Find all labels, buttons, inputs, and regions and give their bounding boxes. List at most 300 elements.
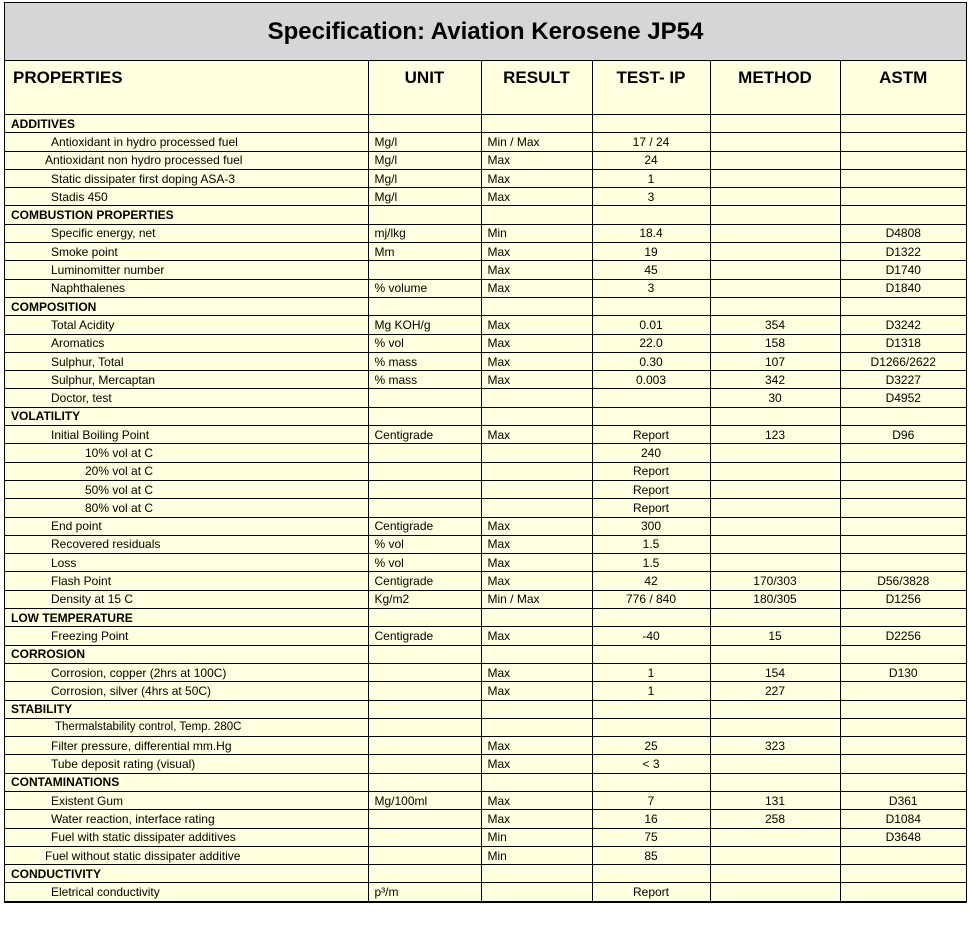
test-ip-cell: -40 xyxy=(592,627,710,645)
astm-cell: D56/3828 xyxy=(840,572,966,590)
empty-cell xyxy=(481,865,592,883)
title-bar xyxy=(5,3,966,61)
astm-cell: D4952 xyxy=(840,389,966,407)
astm-cell xyxy=(840,554,966,572)
table-row xyxy=(5,224,966,242)
result-cell: Max xyxy=(481,810,592,828)
unit-cell xyxy=(368,682,481,700)
test-ip-cell: 240 xyxy=(592,444,710,462)
test-ip-cell: 1 xyxy=(592,682,710,700)
property-cell: Smoke point xyxy=(5,243,368,261)
result-cell: Max xyxy=(481,371,592,389)
test-ip-cell: < 3 xyxy=(592,755,710,773)
property-cell: Thermalstability control, Temp. 280C xyxy=(5,718,368,736)
method-cell xyxy=(710,554,840,572)
test-ip-cell: Report xyxy=(592,426,710,444)
test-ip-cell: 22.0 xyxy=(592,334,710,352)
empty-cell xyxy=(368,407,481,425)
section-row xyxy=(5,700,966,718)
empty-cell xyxy=(368,609,481,627)
test-ip-cell: 75 xyxy=(592,828,710,846)
astm-cell: D1266/2622 xyxy=(840,352,966,370)
header-method: METHOD xyxy=(710,61,840,115)
test-ip-cell: 17 / 24 xyxy=(592,133,710,151)
property-cell: End point xyxy=(5,517,368,535)
method-cell xyxy=(710,718,840,736)
table-row xyxy=(5,737,966,755)
header-test-ip: TEST- IP xyxy=(592,61,710,115)
section-row xyxy=(5,645,966,663)
table-row xyxy=(5,389,966,407)
property-cell: Antioxidant in hydro processed fuel xyxy=(5,133,368,151)
method-cell: 107 xyxy=(710,352,840,370)
method-cell xyxy=(710,133,840,151)
unit-cell xyxy=(368,737,481,755)
test-ip-cell: Report xyxy=(592,499,710,517)
result-cell xyxy=(481,480,592,498)
unit-cell: Mg/l xyxy=(368,188,481,206)
empty-cell xyxy=(592,645,710,663)
test-ip-cell: 19 xyxy=(592,243,710,261)
section-row xyxy=(5,115,966,133)
test-ip-cell: 42 xyxy=(592,572,710,590)
astm-cell xyxy=(840,535,966,553)
property-cell: Freezing Point xyxy=(5,627,368,645)
empty-cell xyxy=(840,115,966,133)
section-label: VOLATILITY xyxy=(5,407,368,425)
method-cell: 170/303 xyxy=(710,572,840,590)
empty-cell xyxy=(481,407,592,425)
empty-cell xyxy=(710,773,840,791)
section-label: ADDITIVES xyxy=(5,115,368,133)
table-row xyxy=(5,810,966,828)
unit-cell: mj/lkg xyxy=(368,224,481,242)
method-cell: 15 xyxy=(710,627,840,645)
property-cell: Specific energy, net xyxy=(5,224,368,242)
method-cell xyxy=(710,224,840,242)
spec-table xyxy=(5,61,966,902)
result-cell xyxy=(481,462,592,480)
unit-cell xyxy=(368,462,481,480)
astm-cell xyxy=(840,462,966,480)
unit-cell: % mass xyxy=(368,352,481,370)
unit-cell: % vol xyxy=(368,535,481,553)
astm-cell xyxy=(840,682,966,700)
empty-cell xyxy=(592,115,710,133)
astm-cell xyxy=(840,737,966,755)
empty-cell xyxy=(710,297,840,315)
unit-cell: p³/m xyxy=(368,883,481,901)
unit-cell: Mg/100ml xyxy=(368,791,481,809)
section-label: CONTAMINATIONS xyxy=(5,773,368,791)
astm-cell: D3227 xyxy=(840,371,966,389)
astm-cell: D3242 xyxy=(840,316,966,334)
result-cell xyxy=(481,444,592,462)
empty-cell xyxy=(710,115,840,133)
property-cell: Initial Boiling Point xyxy=(5,426,368,444)
empty-cell xyxy=(840,865,966,883)
table-row xyxy=(5,663,966,681)
unit-cell: % volume xyxy=(368,279,481,297)
property-cell: Total Acidity xyxy=(5,316,368,334)
page-title: Specification: Aviation Kerosene JP54 xyxy=(267,17,704,45)
property-cell: Density at 15 C xyxy=(5,590,368,608)
table-row xyxy=(5,883,966,901)
test-ip-cell xyxy=(592,718,710,736)
result-cell xyxy=(481,389,592,407)
method-cell xyxy=(710,499,840,517)
unit-cell xyxy=(368,755,481,773)
method-cell: 354 xyxy=(710,316,840,334)
result-cell: Min xyxy=(481,846,592,864)
method-cell: 154 xyxy=(710,663,840,681)
test-ip-cell: 1.5 xyxy=(592,554,710,572)
table-row xyxy=(5,682,966,700)
spec-sheet xyxy=(4,2,967,903)
unit-cell: Kg/m2 xyxy=(368,590,481,608)
test-ip-cell: 24 xyxy=(592,151,710,169)
method-cell: 227 xyxy=(710,682,840,700)
astm-cell: D1740 xyxy=(840,261,966,279)
section-label: LOW TEMPERATURE xyxy=(5,609,368,627)
header-properties: PROPERTIES xyxy=(5,61,368,115)
result-cell: Min / Max xyxy=(481,133,592,151)
property-cell: Eletrical conductivity xyxy=(5,883,368,901)
result-cell: Min xyxy=(481,224,592,242)
result-cell: Min / Max xyxy=(481,590,592,608)
astm-cell xyxy=(840,883,966,901)
result-cell: Max xyxy=(481,663,592,681)
section-label: COMBUSTION PROPERTIES xyxy=(5,206,368,224)
method-cell xyxy=(710,883,840,901)
result-cell: Max xyxy=(481,243,592,261)
unit-cell: Centigrade xyxy=(368,572,481,590)
empty-cell xyxy=(368,773,481,791)
astm-cell: D130 xyxy=(840,663,966,681)
table-row xyxy=(5,791,966,809)
property-cell: Sulphur, Mercaptan xyxy=(5,371,368,389)
astm-cell: D361 xyxy=(840,791,966,809)
astm-cell xyxy=(840,755,966,773)
astm-cell xyxy=(840,718,966,736)
test-ip-cell: 0.30 xyxy=(592,352,710,370)
method-cell xyxy=(710,535,840,553)
table-row xyxy=(5,755,966,773)
astm-cell: D1318 xyxy=(840,334,966,352)
test-ip-cell: 85 xyxy=(592,846,710,864)
empty-cell xyxy=(840,206,966,224)
astm-cell: D96 xyxy=(840,426,966,444)
empty-cell xyxy=(710,206,840,224)
method-cell xyxy=(710,188,840,206)
test-ip-cell: Report xyxy=(592,480,710,498)
table-row xyxy=(5,444,966,462)
result-cell: Min xyxy=(481,828,592,846)
astm-cell: D4808 xyxy=(840,224,966,242)
test-ip-cell: 7 xyxy=(592,791,710,809)
empty-cell xyxy=(368,865,481,883)
empty-cell xyxy=(481,773,592,791)
property-cell: Aromatics xyxy=(5,334,368,352)
section-row xyxy=(5,297,966,315)
property-cell: Flash Point xyxy=(5,572,368,590)
empty-cell xyxy=(592,865,710,883)
empty-cell xyxy=(368,700,481,718)
test-ip-cell: 25 xyxy=(592,737,710,755)
empty-cell xyxy=(710,609,840,627)
empty-cell xyxy=(840,700,966,718)
empty-cell xyxy=(710,645,840,663)
empty-cell xyxy=(840,407,966,425)
astm-cell xyxy=(840,846,966,864)
result-cell: Max xyxy=(481,737,592,755)
result-cell: Max xyxy=(481,352,592,370)
test-ip-cell: 45 xyxy=(592,261,710,279)
property-cell: Corrosion, copper (2hrs at 100C) xyxy=(5,663,368,681)
empty-cell xyxy=(481,700,592,718)
astm-cell xyxy=(840,133,966,151)
header-row xyxy=(5,61,966,115)
empty-cell xyxy=(710,407,840,425)
astm-cell xyxy=(840,188,966,206)
table-row xyxy=(5,517,966,535)
section-row xyxy=(5,773,966,791)
test-ip-cell: 16 xyxy=(592,810,710,828)
property-cell: Existent Gum xyxy=(5,791,368,809)
method-cell xyxy=(710,755,840,773)
section-row xyxy=(5,609,966,627)
table-row xyxy=(5,828,966,846)
property-cell: Static dissipater first doping ASA-3 xyxy=(5,169,368,187)
unit-cell: % vol xyxy=(368,334,481,352)
method-cell: 158 xyxy=(710,334,840,352)
unit-cell: % mass xyxy=(368,371,481,389)
table-row xyxy=(5,279,966,297)
test-ip-cell xyxy=(592,389,710,407)
property-cell: 20% vol at C xyxy=(5,462,368,480)
unit-cell xyxy=(368,261,481,279)
method-cell: 180/305 xyxy=(710,590,840,608)
unit-cell: Centigrade xyxy=(368,426,481,444)
property-cell: Antioxidant non hydro processed fuel xyxy=(5,151,368,169)
empty-cell xyxy=(592,206,710,224)
astm-cell: D2256 xyxy=(840,627,966,645)
unit-cell xyxy=(368,846,481,864)
property-cell: 80% vol at C xyxy=(5,499,368,517)
table-row xyxy=(5,718,966,736)
test-ip-cell: 1 xyxy=(592,663,710,681)
property-cell: Luminomitter number xyxy=(5,261,368,279)
section-label: CORROSION xyxy=(5,645,368,663)
method-cell xyxy=(710,444,840,462)
method-cell: 342 xyxy=(710,371,840,389)
unit-cell xyxy=(368,480,481,498)
unit-cell xyxy=(368,810,481,828)
astm-cell xyxy=(840,499,966,517)
table-body xyxy=(5,115,966,902)
unit-cell: Centigrade xyxy=(368,517,481,535)
property-cell: 50% vol at C xyxy=(5,480,368,498)
method-cell xyxy=(710,462,840,480)
property-cell: Fuel with static dissipater additives xyxy=(5,828,368,846)
test-ip-cell: 0.003 xyxy=(592,371,710,389)
method-cell: 131 xyxy=(710,791,840,809)
method-cell xyxy=(710,279,840,297)
result-cell xyxy=(481,499,592,517)
table-row xyxy=(5,371,966,389)
test-ip-cell: 3 xyxy=(592,279,710,297)
table-row xyxy=(5,151,966,169)
header-unit: UNIT xyxy=(368,61,481,115)
method-cell: 258 xyxy=(710,810,840,828)
empty-cell xyxy=(710,700,840,718)
astm-cell: D3648 xyxy=(840,828,966,846)
result-cell xyxy=(481,883,592,901)
method-cell xyxy=(710,151,840,169)
table-row xyxy=(5,480,966,498)
test-ip-cell: 776 / 840 xyxy=(592,590,710,608)
test-ip-cell: 300 xyxy=(592,517,710,535)
empty-cell xyxy=(840,297,966,315)
astm-cell: D1322 xyxy=(840,243,966,261)
empty-cell xyxy=(840,645,966,663)
test-ip-cell: 3 xyxy=(592,188,710,206)
unit-cell xyxy=(368,718,481,736)
unit-cell xyxy=(368,828,481,846)
table-row xyxy=(5,627,966,645)
test-ip-cell: 0.01 xyxy=(592,316,710,334)
property-cell: Naphthalenes xyxy=(5,279,368,297)
table-row xyxy=(5,316,966,334)
header-result: RESULT xyxy=(481,61,592,115)
section-label: COMPOSITION xyxy=(5,297,368,315)
test-ip-cell: Report xyxy=(592,883,710,901)
unit-cell: Mg KOH/g xyxy=(368,316,481,334)
result-cell: Max xyxy=(481,791,592,809)
result-cell: Max xyxy=(481,188,592,206)
table-row xyxy=(5,352,966,370)
test-ip-cell: 1 xyxy=(592,169,710,187)
unit-cell: % vol xyxy=(368,554,481,572)
astm-cell xyxy=(840,480,966,498)
method-cell xyxy=(710,261,840,279)
section-row xyxy=(5,865,966,883)
section-row xyxy=(5,407,966,425)
empty-cell xyxy=(592,773,710,791)
unit-cell xyxy=(368,499,481,517)
result-cell: Max xyxy=(481,535,592,553)
empty-cell xyxy=(592,407,710,425)
property-cell: Stadis 450 xyxy=(5,188,368,206)
unit-cell: Mg/l xyxy=(368,151,481,169)
empty-cell xyxy=(368,206,481,224)
unit-cell xyxy=(368,389,481,407)
empty-cell xyxy=(592,700,710,718)
method-cell xyxy=(710,243,840,261)
property-cell: Doctor, test xyxy=(5,389,368,407)
result-cell: Max xyxy=(481,682,592,700)
method-cell xyxy=(710,169,840,187)
test-ip-cell: 1.5 xyxy=(592,535,710,553)
property-cell: Loss xyxy=(5,554,368,572)
result-cell xyxy=(481,718,592,736)
astm-cell: D1256 xyxy=(840,590,966,608)
unit-cell: Mg/l xyxy=(368,169,481,187)
result-cell: Max xyxy=(481,426,592,444)
empty-cell xyxy=(592,297,710,315)
property-cell: 10% vol at C xyxy=(5,444,368,462)
result-cell: Max xyxy=(481,169,592,187)
empty-cell xyxy=(481,645,592,663)
result-cell: Max xyxy=(481,316,592,334)
table-row xyxy=(5,426,966,444)
table-row xyxy=(5,554,966,572)
table-row xyxy=(5,243,966,261)
empty-cell xyxy=(481,297,592,315)
astm-cell: D1840 xyxy=(840,279,966,297)
table-row xyxy=(5,572,966,590)
method-cell xyxy=(710,517,840,535)
table-row xyxy=(5,261,966,279)
section-row xyxy=(5,206,966,224)
astm-cell: D1084 xyxy=(840,810,966,828)
result-cell: Max xyxy=(481,151,592,169)
section-label: CONDUCTIVITY xyxy=(5,865,368,883)
unit-cell xyxy=(368,444,481,462)
method-cell: 123 xyxy=(710,426,840,444)
empty-cell xyxy=(710,865,840,883)
property-cell: Tube deposit rating (visual) xyxy=(5,755,368,773)
unit-cell: Mm xyxy=(368,243,481,261)
result-cell: Max xyxy=(481,755,592,773)
table-row xyxy=(5,846,966,864)
empty-cell xyxy=(481,206,592,224)
table-row xyxy=(5,590,966,608)
empty-cell xyxy=(368,115,481,133)
table-row xyxy=(5,499,966,517)
unit-cell xyxy=(368,663,481,681)
method-cell xyxy=(710,480,840,498)
table-row xyxy=(5,169,966,187)
result-cell: Max xyxy=(481,627,592,645)
table-row xyxy=(5,188,966,206)
test-ip-cell: 18.4 xyxy=(592,224,710,242)
table-row xyxy=(5,462,966,480)
property-cell: Recovered residuals xyxy=(5,535,368,553)
result-cell: Max xyxy=(481,261,592,279)
section-label: STABILITY xyxy=(5,700,368,718)
property-cell: Sulphur, Total xyxy=(5,352,368,370)
astm-cell xyxy=(840,517,966,535)
empty-cell xyxy=(481,115,592,133)
astm-cell xyxy=(840,169,966,187)
method-cell xyxy=(710,828,840,846)
result-cell: Max xyxy=(481,554,592,572)
property-cell: Water reaction, interface rating xyxy=(5,810,368,828)
unit-cell: Mg/l xyxy=(368,133,481,151)
header-astm: ASTM xyxy=(840,61,966,115)
test-ip-cell: Report xyxy=(592,462,710,480)
method-cell xyxy=(710,846,840,864)
result-cell: Max xyxy=(481,279,592,297)
table-row xyxy=(5,535,966,553)
table-row xyxy=(5,334,966,352)
empty-cell xyxy=(592,609,710,627)
result-cell: Max xyxy=(481,572,592,590)
property-cell: Fuel without static dissipater additive xyxy=(5,846,368,864)
method-cell: 30 xyxy=(710,389,840,407)
result-cell: Max xyxy=(481,334,592,352)
